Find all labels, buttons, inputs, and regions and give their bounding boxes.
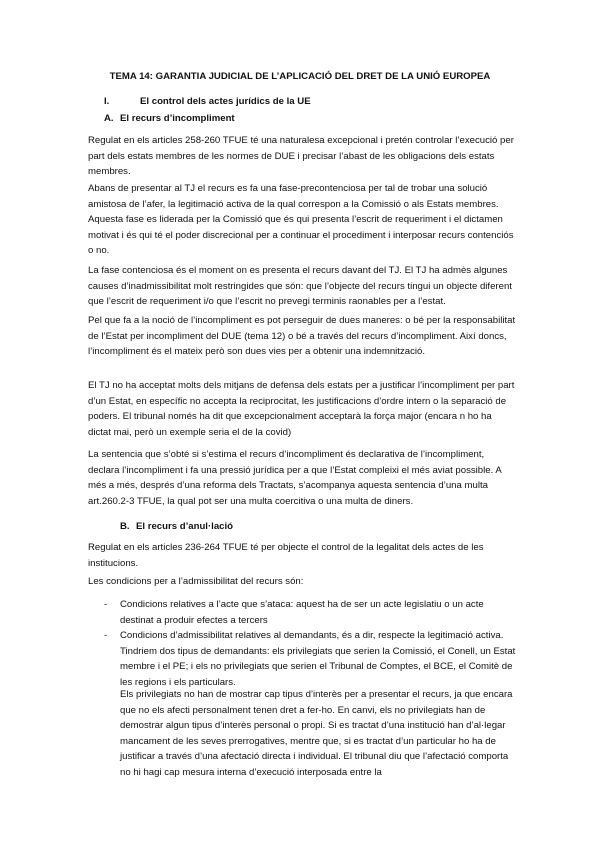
paragraph: La fase contenciosa és el moment on es presenta el recurs davant del TJ. El TJ ha admès algunes causes d’inadmissibilitat molt restringides que són: que l’objecte del recurs tingui un objecte diferent que l’escrit de requeriment i/o que l’escrit no prevegi terminis raonables per a l’estat. xyxy=(88,265,512,308)
list-item-text: Condicions relatives a l’acte que s’ataca: aquest ha de ser un acte legislatiu o un acte destinat a produir efectes a tercers xyxy=(120,599,484,626)
document-title: TEMA 14: GARANTIA JUDICIAL DE L’APLICACIÓ DEL DRET DE LA UNIÓ EUROPEA xyxy=(109,71,491,82)
list-item-text: Els privilegiats no han de mostrar cap tipus d’interès per a presentar el recurs, ja que encara que no els afecti personalment tenen dret a fer-ho. En canvi, els no privilegiats han de demostrar algun tipus d’interès personal o propi. Si es tractat d’una institució han d’al·legar mancament de les seves prerrogatives, mentre que, si es tractat d’un particular ho ha de justificar a través d’una afectació directa i individual. El tribunal diu que l’afectació comporta no hi hagi cap mesura interna d’execució interposada entre la xyxy=(120,689,513,778)
paragraph: Regulat en els articles 236-264 TFUE té per objecte el control de la legalitat dels actes de les institucions. xyxy=(88,542,484,569)
section-label: El control dels actes jurídics de la UE xyxy=(140,96,311,107)
bullet-dash: - xyxy=(104,599,108,610)
subsection-letter: B. xyxy=(120,521,130,532)
paragraph: Regulat en els articles 258-260 TFUE té una naturalesa excepcional i pretén controlar l’execució per part dels estats membres de les normes de DUE i precisar l’abast de les obligacions dels estats membres. xyxy=(88,135,514,178)
subsection-label: El recurs d’anul·lació xyxy=(136,521,234,532)
paragraph: El TJ no ha acceptat molts dels mitjans de defensa dels estats per a justificar l’incompliment per part d’un Estat, en específic no accepta la reciprocitat, les justificacions d’ordre intern o la separació de poders. El tribunal només ha dit que excepcionalment acceptarà la força major (encara n ho ha dictat mai, però un exemple seria el de la covid) xyxy=(88,380,515,438)
bullet-dash: - xyxy=(104,630,108,641)
paragraph: Abans de presentar al TJ el recurs es fa una fase-precontenciosa per tal de trobar una solució amistosa de l’afer, la legitimació activa de la qual correspon a la Comissió o als Estats membres. Aquesta fase es liderada per la Comissió que és qui presenta l’escrit de requeriment i el dictamen motivat i és qui té el poder discrecional per a continuar el procediment i interposar recurs contenciós o no. xyxy=(88,183,514,257)
section-number: I. xyxy=(104,96,110,107)
paragraph: Pel que fa a la noció de l’incompliment es pot perseguir de dues maneres: o bé per la responsabilitat de l’Estat per incompliment del DUE (tema 12) o bé a través del recurs d’incompliment. Així doncs, l’incompliment és el mateix però son dues vies per a obtenir una indemnització. xyxy=(88,315,516,358)
subsection-label: El recurs d’incompliment xyxy=(120,113,235,124)
list-item-text: Condicions d’admissibilitat relatives al demandants, és a dir, respecte la legitimació activa. Tindriem dos tipus de demandants: els privilegiats que serien la Comissió, el Conell, un Estat membre i el PE; i els no privilegiats que serien el Tribunal de Comptes, el BCE, el Comitè de les regions i els particulars. xyxy=(120,630,516,688)
paragraph: La sentencia que s’obté si s’estima el recurs d’incompliment és declarativa de l’incompliment, declara l’incompliment i fa una pressió jurídica per a que l’Estat compleixi el més aviat possible. A més a més, després d’una reforma dels Tractats, s’acompanya aquesta sentencia d’una multa art.260.2-3 TFUE, la qual pot ser una multa coercitiva o una multa de diners. xyxy=(88,449,502,507)
paragraph: Les condicions per a l’admissibilitat del recurs són: xyxy=(88,576,304,587)
subsection-letter: A. xyxy=(104,113,114,124)
